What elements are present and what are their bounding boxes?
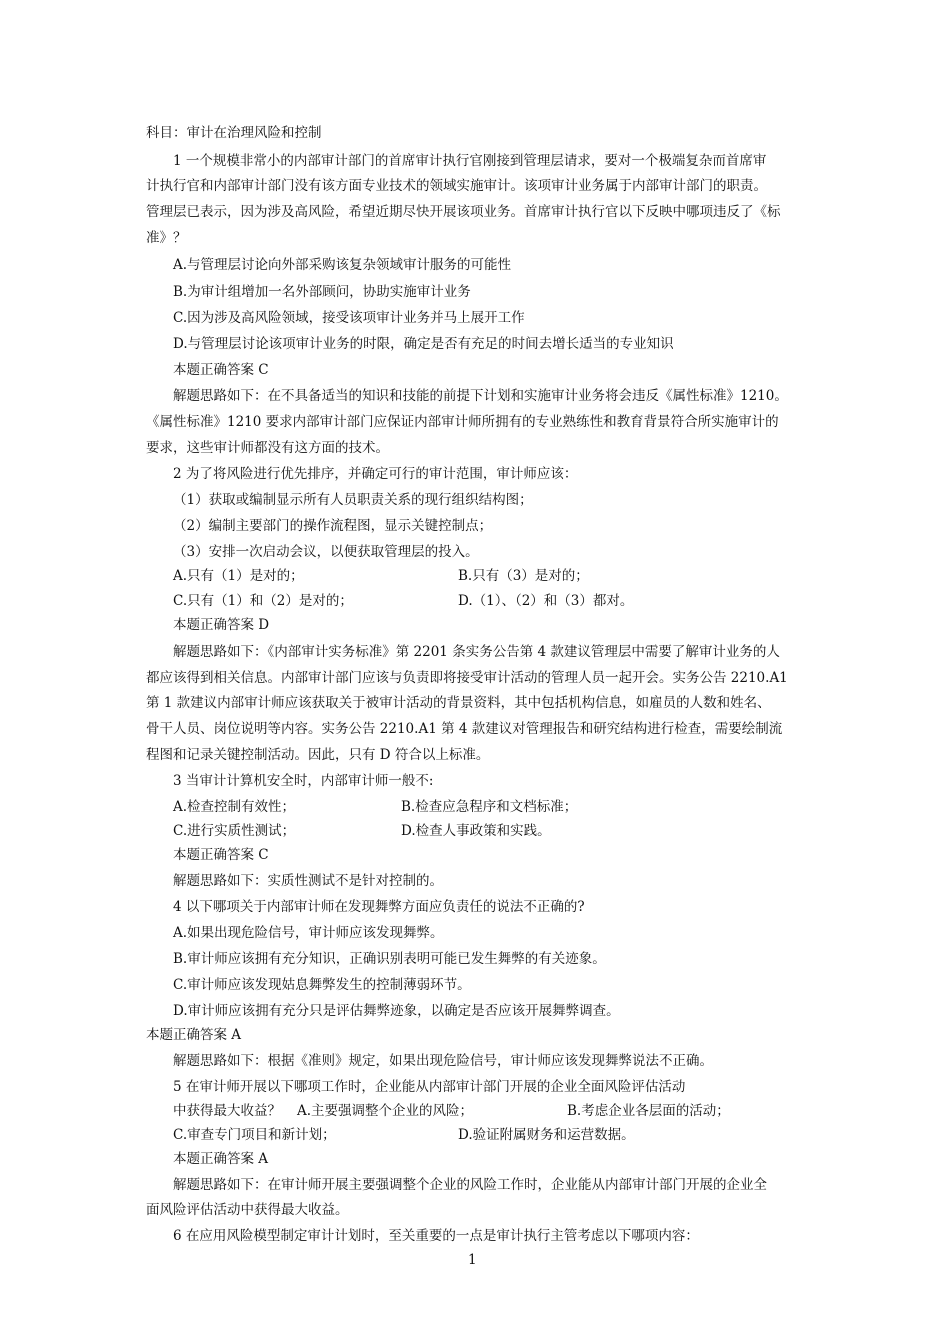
q3-option-row	[173, 822, 551, 840]
q1-stem-line: 管理层已表示，因为涉及高风险，希望近期尽快开展该项业务。首席审计执行官以下反映中哪项违反了《标	[146, 204, 781, 220]
q2-explanation-line: 都应该得到相关信息。内部审计部门应该与负责即将接受审计活动的管理人员一起开会。实务公告 2210.A1	[146, 670, 788, 686]
q5-explanation-line: 解题思路如下：在审计师开展主要强调整个企业的风险工作时，企业能从内部审计部门开展的企业全	[173, 1177, 767, 1193]
q1-stem-line: 1 一个规模非常小的内部审计部门的首席审计执行官刚接到管理层请求，要对一个极端复杂而首席审	[173, 153, 767, 169]
q5-explanation-line: 面风险评估活动中获得最大收益。	[146, 1202, 349, 1218]
q3-option-b: B.检查应急程序和文档标准；	[401, 799, 578, 815]
q1-option-c: C.因为涉及高风险领域，接受该项审计业务并马上展开工作	[173, 310, 525, 326]
q2-item-2: （2）编制主要部门的操作流程图，显示关键控制点；	[173, 518, 493, 534]
q2-option-row	[173, 592, 634, 610]
q1-answer: 本题正确答案 C	[173, 362, 269, 378]
q2-option-a: A.只有（1）是对的；	[173, 568, 304, 584]
q6-stem: 6 在应用风险模型制定审计计划时，至关重要的一点是审计执行主管考虑以下哪项内容：	[173, 1228, 699, 1244]
q2-explanation-line: 解题思路如下：《内部审计实务标准》第 2201 条实务公告第 4 款建议管理层中需要了解审计业务的人	[173, 644, 780, 660]
q4-explanation: 解题思路如下：根据《准则》规定，如果出现危险信号，审计师应该发现舞弊说法不正确。	[173, 1053, 713, 1069]
q2-explanation-line: 第 1 款建议内部审计师应该获取关于被审计活动的背景资料，其中包括机构信息，如雇员的人数和姓名、	[146, 695, 771, 711]
q5-answer: 本题正确答案 A	[173, 1151, 269, 1167]
page-number: 1	[468, 1252, 477, 1268]
q3-explanation: 解题思路如下：实质性测试不是针对控制的。	[173, 873, 443, 889]
q2-stem: 2 为了将风险进行优先排序，并确定可行的审计范围，审计师应该：	[173, 466, 578, 482]
q5-stem-row	[173, 1102, 730, 1120]
q3-stem: 3 当审计计算机安全时，内部审计师一般不:	[173, 773, 434, 789]
q1-stem-line: 准》？	[146, 230, 187, 246]
q3-option-c: C.进行实质性测试；	[173, 823, 296, 839]
q2-answer: 本题正确答案 D	[173, 617, 270, 633]
q5-stem-line: 中获得最大收益？	[173, 1103, 281, 1119]
q1-explanation-line: 解题思路如下：在不具备适当的知识和技能的前提下计划和实施审计业务将会违反《属性标准》1210。	[173, 388, 788, 404]
q1-explanation-line: 《属性标准》1210 要求内部审计部门应保证内部审计师所拥有的专业熟练性和教育背景符合所实施审计的	[146, 414, 779, 430]
q2-explanation-line: 骨干人员、岗位说明等内容。实务公告 2210.A1 第 4 款建议对管理报告和研究结构进行检查，需要绘制流	[146, 721, 783, 737]
q1-option-a: A.与管理层讨论向外部采购该复杂领域审计服务的可能性	[173, 257, 512, 273]
q1-stem-line: 计执行官和内部审计部门没有该方面专业技术的领域实施审计。该项审计业务属于内部审计部门的职责。	[146, 178, 767, 194]
q1-option-b: B.为审计组增加一名外部顾问，协助实施审计业务	[173, 284, 471, 300]
q2-option-c: C.只有（1）和（2）是对的；	[173, 593, 353, 609]
q4-answer: 本题正确答案 A	[146, 1027, 242, 1043]
q5-option-c: C.审查专门项目和新计划；	[173, 1127, 336, 1143]
q3-option-row	[173, 798, 578, 816]
q5-stem-line: 5 在审计师开展以下哪项工作时，企业能从内部审计部门开展的企业全面风险评估活动	[173, 1079, 686, 1095]
q4-stem: 4 以下哪项关于内部审计师在发现舞弊方面应负责任的说法不正确的?	[173, 899, 585, 915]
q5-option-row	[173, 1126, 635, 1144]
q2-item-1: （1）获取或编制显示所有人员职责关系的现行组织结构图；	[173, 492, 533, 508]
q2-option-b: B.只有（3）是对的；	[458, 568, 589, 584]
q2-item-3: （3）安排一次启动会议，以便获取管理层的投入。	[173, 544, 479, 560]
q4-option-a: A.如果出现危险信号，审计师应该发现舞弊。	[173, 925, 444, 941]
q4-option-d: D.审计师应该拥有充分只是评估舞弊迹象，以确定是否应该开展舞弊调查。	[173, 1003, 620, 1019]
q1-explanation-line: 要求，这些审计师都没有这方面的技术。	[146, 440, 389, 456]
q3-answer: 本题正确答案 C	[173, 847, 269, 863]
q4-option-b: B.审计师应该拥有充分知识，正确识别表明可能已发生舞弊的有关迹象。	[173, 951, 606, 967]
q5-option-a: A.主要强调整个企业的风险；	[297, 1103, 474, 1119]
q4-option-c: C.审计师应该发现姑息舞弊发生的控制薄弱环节。	[173, 977, 471, 993]
q2-option-d: D.（1）、（2）和（3）都对。	[458, 593, 634, 609]
q2-option-row	[173, 567, 589, 585]
q3-option-d: D.检查人事政策和实践。	[401, 823, 551, 839]
q1-option-d: D.与管理层讨论该项审计业务的时限，确定是否有充足的时间去增长适当的专业知识	[173, 336, 674, 352]
q3-option-a: A.检查控制有效性；	[173, 799, 296, 815]
q2-explanation-line: 程图和记录关键控制活动。因此，只有 D 符合以上标准。	[146, 747, 490, 763]
q5-option-b: B.考虑企业各层面的活动；	[567, 1103, 730, 1119]
subject-heading: 科目：审计在治理风险和控制	[146, 125, 322, 141]
q5-option-d: D.验证附属财务和运营数据。	[458, 1127, 635, 1143]
